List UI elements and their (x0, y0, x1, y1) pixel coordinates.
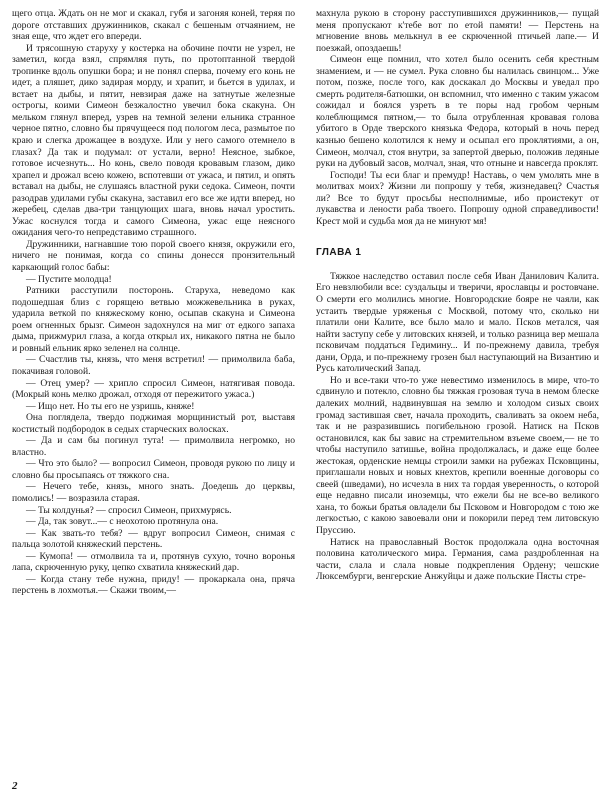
paragraph: — Нечего тебе, князь, много знать. Доедешь до церквы, помолись! — возразила старая. (12, 481, 295, 504)
right-column-bottom-text (316, 271, 599, 583)
right-column-top-text (316, 8, 599, 227)
paragraph: — Когда стану тебе нужна, приду! — прокаркала она, пряча перстень в лохмотья.— Скажи твоим,— (12, 573, 295, 597)
right-column (316, 8, 599, 583)
paragraph: щего отца. Ждать он не мог и скакал, губя и загоняя коней, теряя по дороге отставших дружинников, скакал с бешеным отчаянием, не зная еще, что ждет его впереди. (12, 8, 295, 43)
paragraph: — Ты колдунья? — спросил Симеон, прихмурясь. (26, 504, 232, 516)
paragraph: — Как звать-то тебя? — вдруг вопросил Симеон, снимая с пальца золотой княжеский перстень. (12, 527, 295, 551)
paragraph: Тяжкое наследство оставил после себя Иван Данилович Калита. Его невзлюбили все: суздальцы и тверичи, ярославцы и ростовчане. О смерти его молились многие. Новгородские бояре не чаяли, как устаить твердые уряженья с Москвой, потому что, сколько ни платили они Калите, все было мало и мало. Псков метался, чая найти заступу себе у литовских князей, и только разница вер мешала псковичам поддаться Гедимину... И по-прежнему давила, требуя дани, Орда, и по-прежнему грозен был наступающий на Византию и Русь католический Запад. (316, 270, 599, 375)
paragraph: Но и все-таки что-то уже невестимо изменилось в мире, что-то сдвинуло и потекло, словно бы тяжкая грозовая туча в немом блеске далеких молний, надвинувшая на землю и холодом сизых своих громад застившая свет, начала проходить, сваливать за окоем неба, так и не разразившись погибельною грозой. Натиск на Псков остановился, как бы завис на стремительном взъеме своем,— не то чтобы наступило затишье, война продолжалась, и даже еще более жестокая, орденские немцы строили замки на рубежах Псковщины, приглашали новых и новых кнехтов, крепили военные договоры со свеей (шведами), но исчезла в них та гордая уверенность, о которой еще недавно писали иноземцы, что ежели бы не все-во великого хана, то божьи братья овладели бы Псковом и Новгородом с тою же легкостью, с какою завоевали они и покорили перед тем литовскую Пруссию. (316, 374, 599, 536)
paragraph: — Счастлив ты, князь, что меня встретил! — примолвила баба, покачивая головой. (12, 354, 295, 377)
paragraph: Она поглядела, твердо поджимая морщинистый рот, выставя костистый подбородок в седых старческих волосках. (12, 412, 295, 435)
paragraph: Дружинники, нагнавшие тою порой своего князя, окружили его, ничего не понимая, когда со спины донесся пронзительный каркающий голос бабы: (12, 238, 295, 274)
chapter-heading: ГЛАВА 1 (316, 247, 362, 259)
paragraph: Симеон еще помнил, что хотел было осенить себя крестным знамением, и — не сумел. Рука словно бы налилась свинцом... Уже потом, позже, после того, как доскакал до Москвы и уведал про смерть родителя-батюшки, он вспомнил, что именно с таким ужасом сожидал и боялся узреть в те поры над гробом черным колеблющимся пятном,— то была отрубленная кровавая голова убитого в Орде тверского князька Федора, который в ночь перед казнью бешено колотился к нему и осыпал его проклятиями, а он, Симеон, молчал, стоя внутри, за запертой дверью, положив ледяные руки на дубовый засов, молчал, зная, что отныне и навсегда проклят. (316, 54, 599, 170)
paragraph: — Ищо нет. Но ты его не узришь, княже! (26, 400, 195, 412)
paragraph: Натиск на православный Восток продолжала одна восточная половина католического мира. Германия, сама раздробленная на части, слала и слала новые подкрепления Ордену; чешские Люксембурги, венгерские Анжуйцы и даже польские Пясты стре- (316, 536, 599, 583)
left-column (12, 8, 295, 597)
paragraph: — Да и сам бы погинул тута! — примолвила негромко, но властно. (12, 435, 295, 458)
paragraph: Ратники расступили посторонь. Старуха, неведомо как подошедшая близ с горящею ветвью можжевельника в руках, ударила веткой по княжескому коню, осыпав скакуна и Симеона роем огненных брызг. Симеон задохнулся на миг от едкого запаха дыма, прижмурил глаза, а когда открыл их, никакого пятна не было и ровный ельник ярко зеленел на солнце. (12, 285, 295, 354)
paragraph: махнула рукою в сторону расступившихся дружинников,— пущай меня пропускают к'тебе вот по етой памяти! — Перстень на мгновение вновь мелькнул в ее скрюченной птичьей лапе.— И поезжай, опоздаешь! (316, 8, 599, 54)
paragraph: — Отец умер? — хрипло спросил Симеон, натягивая повода. (Мокрый конь мелко дрожал, отходя от пережитого ужаса.) (12, 377, 295, 401)
paragraph: — Пустите молодца! (26, 273, 112, 285)
paragraph: — Что это было? — вопросил Симеон, проводя рукою по лицу и словно бы просыпаясь от тяжкого сна. (12, 458, 295, 481)
paragraph: Господи! Ты еси благ и премудр! Наставь, о чем умолять мне в молитвах моих? Жизни ли попрошу у тебя, жизнедавец? Счастья ли? Все то будут просьбы несполнимые, ибо проистекут от лукавства и лености раба твоего. Попрошу одной справедливости! Крест мой и судьба моя да не минуют мя! (316, 169, 599, 227)
page-number: 2 (12, 780, 18, 792)
paragraph: — Да, так зовут...— с неохотою протянула она. (26, 516, 219, 528)
paragraph: — Кумопа! — отмолвила та и, протянув сухую, точно воронья лапа, скрюченную руку, цепко схватила княжеский дар. (12, 550, 295, 574)
paragraph: И трясошную старуху у костерка на обочине почти не узрел, не заметил, когда взял, спрямляя путь, по протоптанной твердой тропинке вдоль опушки бора; и не понял сперва, почему его конь не идет, а пляшет, дико задирая морду, и храпит, и бьется в удилах, и встает на дыбы, и пятит, невзирая даже на затнутые железные острогы, коими Симеон безжалостно увечил бока скакуна. Он мельком глянул вперед, узрев на темной зелени ельника странное черное пятно, словно бы прячущееся под пологом леса, размытое по краю и слегка дрожащее в воздухе. Или у него самого отемнело в глазах? Да так и подумал: от устали, верно! Неясное, зыбкое, готовое исчезнуть... Но конь, свело поводя кровавым глазом, дико храпел и дрожал всею кожею, вспотевши от ужаса, и пятил, и опять вставал на дыбы, не слушаясь властной руки седока. Симеон, почти разодрав удилами губы скакуна, заставил его все же идти вперед, но жеребец, сделав два-три танцующих шага, вновь начал уростить. Ужас коснулся тогда и самого Симеона, ужас еще неясного ожидания чего-то непредставимо страшного. (12, 42, 295, 239)
